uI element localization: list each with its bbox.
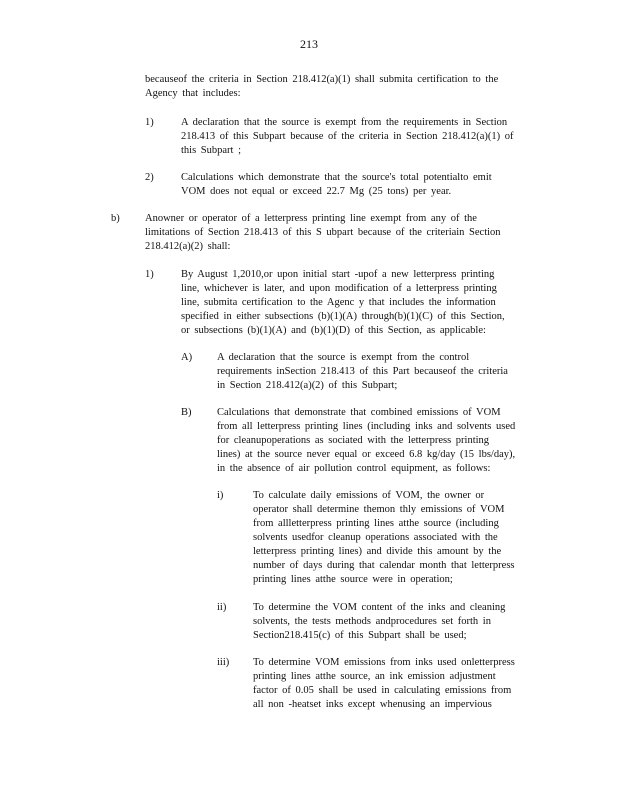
certification-paragraph bbox=[181, 268, 505, 338]
text-line: 218.412(a)(2) shall: bbox=[145, 241, 231, 252]
text-line: requirements inSection 218.413 of this Part becauseof the criteria bbox=[217, 366, 508, 377]
text-line: limitations of Section 218.413 of this S ubpart because of the criteriain Section bbox=[145, 227, 501, 238]
section-b-paragraph bbox=[145, 212, 501, 254]
daily-emissions-paragraph bbox=[253, 489, 515, 587]
text-line: specified in either subsections (b)(1)(A) through(b)(1)(C) of this Section, bbox=[181, 311, 505, 322]
text-line: this Subpart ; bbox=[181, 145, 242, 156]
text-line: line, whichever is later, and upon modification of a letterpress printing bbox=[181, 283, 497, 294]
section-label: b) bbox=[111, 213, 120, 224]
text-line: To calculate daily emissions of VOM, the owner or bbox=[253, 490, 485, 501]
text-line: Agency that includes: bbox=[145, 88, 241, 99]
text-line: To determine VOM emissions from inks used onletterpress bbox=[253, 657, 515, 668]
calculations-paragraph bbox=[181, 171, 492, 199]
text-line: for cleanupoperations as sociated with the letterpress printing bbox=[217, 435, 490, 446]
text-line: To determine the VOM content of the inks and cleaning bbox=[253, 602, 506, 613]
text-line: operator shall determine themon thly emissions of VOM bbox=[253, 504, 505, 515]
text-line: A declaration that the source is exempt from the control bbox=[217, 352, 470, 363]
text-line: solvents, the tests methods andprocedures set forth in bbox=[253, 616, 491, 627]
item-label: 1) bbox=[145, 269, 154, 280]
item-label: i) bbox=[217, 490, 224, 501]
text-line: letterpress printing lines) and divide this amount by the bbox=[253, 546, 502, 557]
text-line: Calculations that demonstrate that combined emissions of VOM bbox=[217, 407, 501, 418]
item-label: A) bbox=[181, 352, 193, 363]
text-line: line, submita certification to the Agenc y that includes the information bbox=[181, 297, 496, 308]
ink-emissions-paragraph bbox=[253, 656, 515, 712]
text-line: A declaration that the source is exempt from the requirements in Section bbox=[181, 117, 508, 128]
text-line: from allletterpress printing lines atthe source (including bbox=[253, 518, 499, 529]
item-label: iii) bbox=[217, 657, 230, 668]
item-label: 1) bbox=[145, 117, 154, 128]
text-line: in Section 218.412(a)(2) of this Subpart; bbox=[217, 380, 398, 391]
text-line: 218.413 of this Subpart because of the criteria in Section 218.412(a)(1) of bbox=[181, 131, 514, 142]
text-line: Calculations which demonstrate that the source's total potentialto emit bbox=[181, 172, 492, 183]
text-line: printing lines atthe source were in operation; bbox=[253, 574, 453, 585]
text-line: all non -heatset inks except whenusing an impervious bbox=[253, 699, 492, 710]
text-line: solvents usedfor cleanup operations associated with the bbox=[253, 532, 498, 543]
emission-calculations-paragraph bbox=[217, 406, 515, 476]
text-line: or subsections (b)(1)(A) and (b)(1)(D) of this Section, as applicable: bbox=[181, 325, 486, 336]
text-line: from all letterpress printing lines (including inks and solvents used bbox=[217, 421, 516, 432]
vom-content-paragraph bbox=[253, 601, 505, 643]
text-line: printing lines atthe source, an ink emission adjustment bbox=[253, 671, 496, 682]
item-label: 2) bbox=[145, 172, 154, 183]
text-line: Anowner or operator of a letterpress printing line exempt from any of the bbox=[145, 213, 477, 224]
page-number: 213 bbox=[300, 37, 318, 51]
text-line: number of days during that calendar month that letterpress bbox=[253, 560, 515, 571]
exemption-declaration-paragraph bbox=[217, 351, 508, 393]
item-label: ii) bbox=[217, 602, 227, 613]
text-line: in the absence of air pollution control equipment, as follows: bbox=[217, 463, 491, 474]
text-line: Section218.415(c) of this Subpart shall be used; bbox=[253, 630, 467, 641]
text-line: factor of 0.05 shall be used in calculating emissions from bbox=[253, 685, 512, 696]
text-line: becauseof the criteria in Section 218.412(a)(1) shall submita certification to the bbox=[145, 74, 499, 85]
text-line: lines) at the source never equal or exceed 6.8 kg/day (15 lbs/day), bbox=[217, 449, 516, 460]
item-label: B) bbox=[181, 407, 192, 418]
text-line: VOM does not equal or exceed 22.7 Mg (25 tons) per year. bbox=[181, 186, 452, 197]
intro-paragraph bbox=[145, 73, 498, 101]
text-line: By August 1,2010,or upon initial start -upof a new letterpress printing bbox=[181, 269, 495, 280]
declaration-paragraph bbox=[181, 116, 514, 158]
